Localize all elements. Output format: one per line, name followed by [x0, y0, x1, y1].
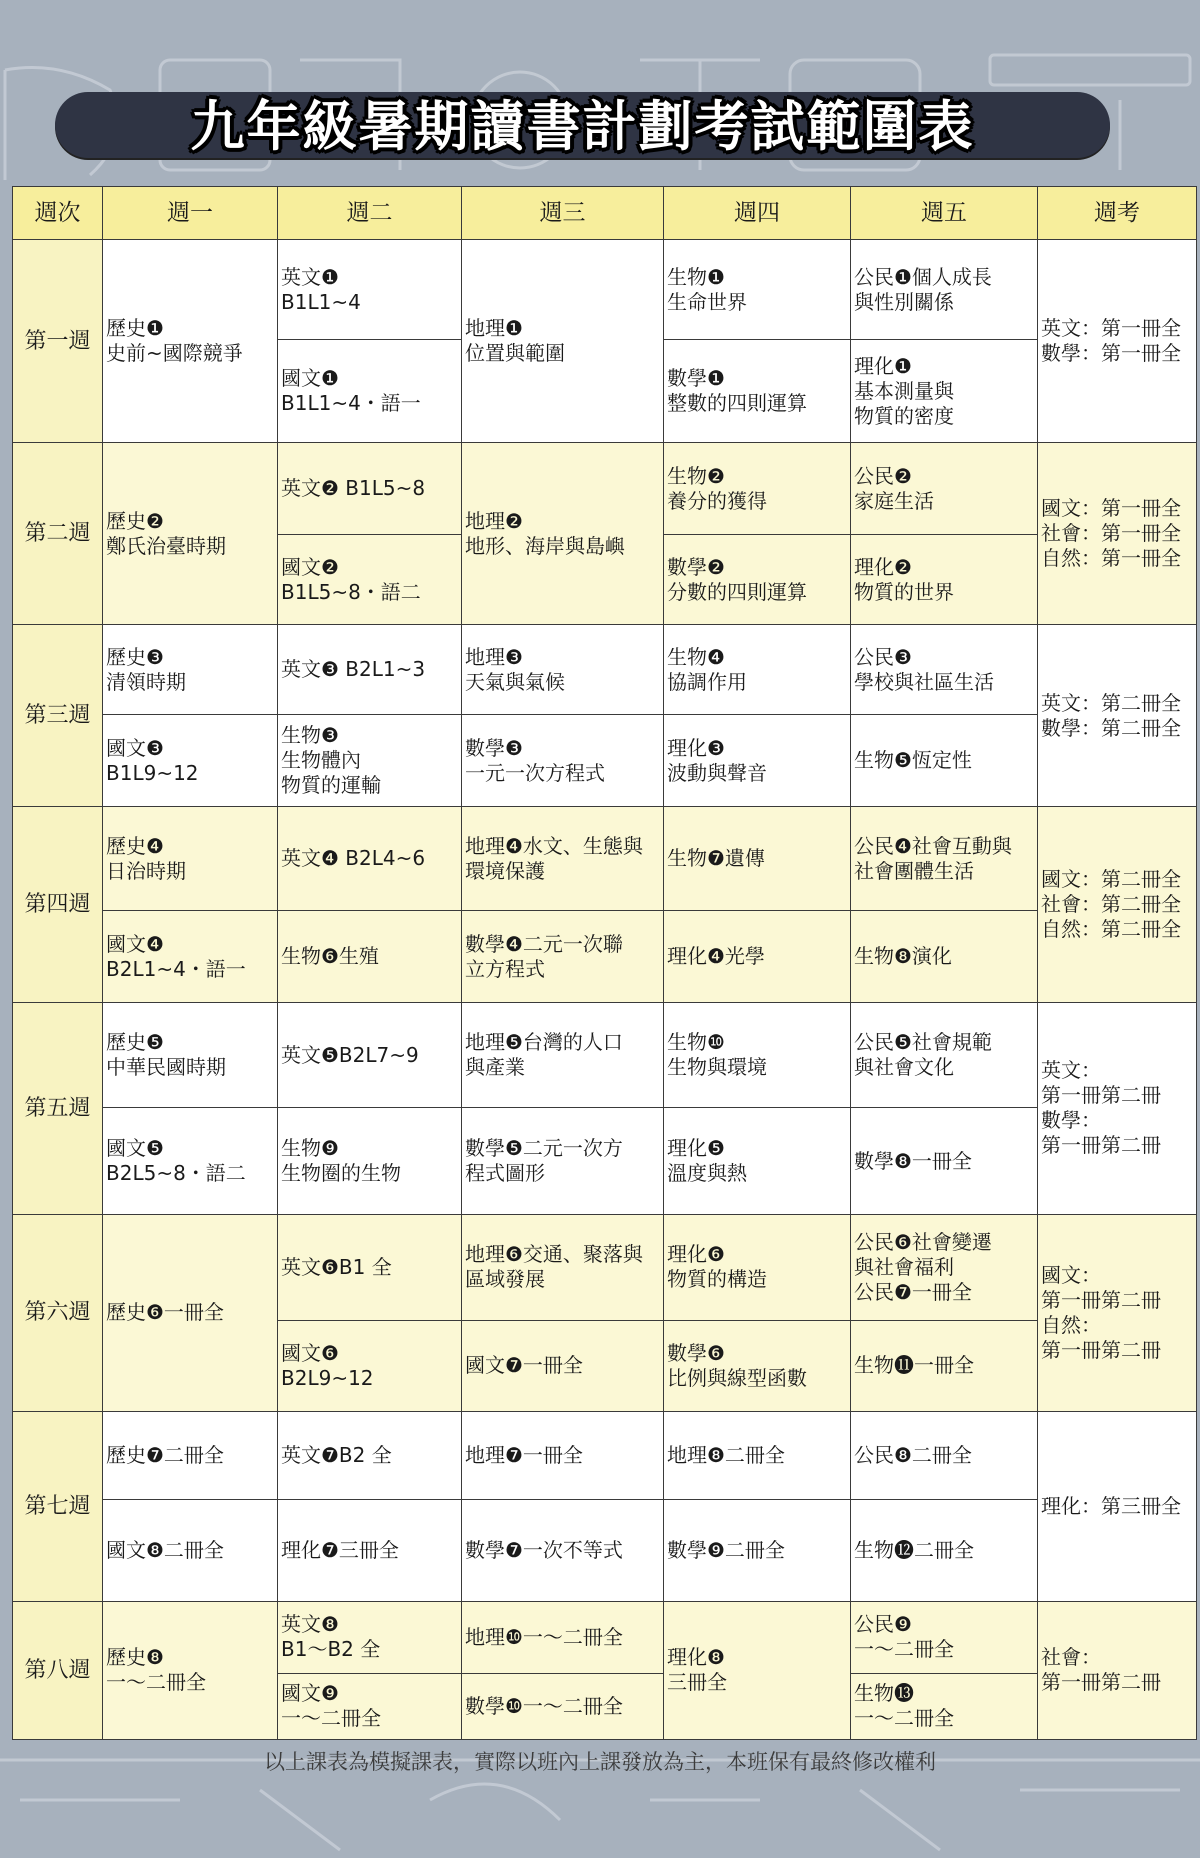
week-label: 第六週 — [13, 1214, 103, 1411]
exam-cell: 理化：第三冊全 — [1038, 1411, 1197, 1601]
mon-cell: 國文❽二冊全 — [103, 1499, 278, 1601]
wed-cell: 地理❿一～二冊全 — [462, 1601, 664, 1673]
tue-cell: 英文❶ B1L1~4 — [278, 240, 462, 340]
wed-cell: 地理❹水文、生態與 環境保護 — [462, 807, 664, 911]
mon-cell: 國文❹ B2L1~4・語一 — [103, 911, 278, 1003]
tue-cell: 英文❽ B1～B2 全 — [278, 1601, 462, 1673]
tue-cell: 英文❸ B2L1~3 — [278, 625, 462, 715]
fri-cell: 公民❹社會互動與 社會團體生活 — [851, 807, 1038, 911]
table-row — [13, 1601, 1197, 1673]
fri-cell: 數學❽一冊全 — [851, 1108, 1038, 1214]
thu-cell: 生物❿ 生物與環境 — [664, 1003, 851, 1108]
thu-cell: 理化❹光學 — [664, 911, 851, 1003]
table-row — [13, 443, 1197, 535]
header-exam: 週考 — [1038, 187, 1197, 240]
table-row — [13, 240, 1197, 340]
header-tue: 週二 — [278, 187, 462, 240]
week-label: 第八週 — [13, 1601, 103, 1739]
table-row — [13, 625, 1197, 715]
mon-cell: 歷史❷ 鄭氏治臺時期 — [103, 443, 278, 625]
fri-cell: 公民❸ 學校與社區生活 — [851, 625, 1038, 715]
fri-cell: 公民❷ 家庭生活 — [851, 443, 1038, 535]
fri-cell: 公民❺社會規範 與社會文化 — [851, 1003, 1038, 1108]
fri-cell: 生物⓫一冊全 — [851, 1320, 1038, 1411]
exam-cell: 國文： 第一冊第二冊 自然： 第一冊第二冊 — [1038, 1214, 1197, 1411]
mon-cell: 歷史❸ 清領時期 — [103, 625, 278, 715]
header-mon: 週一 — [103, 187, 278, 240]
fri-cell: 公民❻社會變遷 與社會福利 公民❼一冊全 — [851, 1214, 1038, 1320]
tue-cell: 國文❷ B1L5~8・語二 — [278, 535, 462, 625]
thu-cell: 生物❹ 協調作用 — [664, 625, 851, 715]
footer-note: 以上課表為模擬課表，實際以班內上課發放為主，本班保有最終修改權利 — [264, 1750, 936, 1774]
tue-cell: 英文❼B2 全 — [278, 1411, 462, 1499]
fri-cell: 理化❶ 基本測量與 物質的密度 — [851, 340, 1038, 443]
tue-cell: 理化❼三冊全 — [278, 1499, 462, 1601]
thu-cell: 地理❽二冊全 — [664, 1411, 851, 1499]
mon-cell: 歷史❹ 日治時期 — [103, 807, 278, 911]
mon-cell: 歷史❶ 史前~國際競爭 — [103, 240, 278, 443]
thu-cell: 理化❺ 溫度與熱 — [664, 1108, 851, 1214]
wed-cell: 地理❺台灣的人口 與產業 — [462, 1003, 664, 1108]
tue-cell: 國文❶ B1L1~4・語一 — [278, 340, 462, 443]
wed-cell: 國文❼一冊全 — [462, 1320, 664, 1411]
wed-cell: 地理❷ 地形、海岸與島嶼 — [462, 443, 664, 625]
thu-cell: 生物❼遺傳 — [664, 807, 851, 911]
page-title: 九年級暑期讀書計劃考試範圍表 — [190, 95, 975, 158]
thu-cell: 數學❶ 整數的四則運算 — [664, 340, 851, 443]
wed-cell: 地理❶ 位置與範圍 — [462, 240, 664, 443]
mon-cell: 歷史❻一冊全 — [103, 1214, 278, 1411]
table-row — [13, 911, 1197, 1003]
wed-cell: 地理❼一冊全 — [462, 1411, 664, 1499]
fri-cell: 理化❷ 物質的世界 — [851, 535, 1038, 625]
mon-cell: 國文❸ B1L9~12 — [103, 715, 278, 807]
fri-cell: 生物⓬二冊全 — [851, 1499, 1038, 1601]
week-label: 第七週 — [13, 1411, 103, 1601]
thu-cell: 數學❾二冊全 — [664, 1499, 851, 1601]
table-row — [13, 807, 1197, 911]
tue-cell: 國文❾ 一～二冊全 — [278, 1673, 462, 1739]
table-row — [13, 715, 1197, 807]
table-row — [13, 1499, 1197, 1601]
tue-cell: 英文❹ B2L4~6 — [278, 807, 462, 911]
tue-cell: 英文❷ B1L5~8 — [278, 443, 462, 535]
week-label: 第四週 — [13, 807, 103, 1003]
fri-cell: 生物❽演化 — [851, 911, 1038, 1003]
fri-cell: 生物⓭ 一～二冊全 — [851, 1673, 1038, 1739]
wed-cell: 數學❹二元一次聯 立方程式 — [462, 911, 664, 1003]
tue-cell: 生物❸ 生物體內 物質的運輸 — [278, 715, 462, 807]
exam-cell: 社會： 第一冊第二冊 — [1038, 1601, 1197, 1739]
exam-cell: 英文：第二冊全 數學：第二冊全 — [1038, 625, 1197, 807]
header-thu: 週四 — [664, 187, 851, 240]
thu-cell: 數學❻ 比例與線型函數 — [664, 1320, 851, 1411]
tue-cell: 生物❾ 生物圈的生物 — [278, 1108, 462, 1214]
thu-cell: 數學❷ 分數的四則運算 — [664, 535, 851, 625]
mon-cell: 歷史❼二冊全 — [103, 1411, 278, 1499]
week-label: 第五週 — [13, 1003, 103, 1214]
fri-cell: 公民❽二冊全 — [851, 1411, 1038, 1499]
header-fri: 週五 — [851, 187, 1038, 240]
header-wed: 週三 — [462, 187, 664, 240]
week-label: 第二週 — [13, 443, 103, 625]
exam-cell: 國文：第二冊全 社會：第二冊全 自然：第二冊全 — [1038, 807, 1197, 1003]
tue-cell: 國文❻ B2L9~12 — [278, 1320, 462, 1411]
table-row — [13, 1108, 1197, 1214]
mon-cell: 國文❺ B2L5~8・語二 — [103, 1108, 278, 1214]
mon-cell: 歷史❺ 中華民國時期 — [103, 1003, 278, 1108]
fri-cell: 生物❺恆定性 — [851, 715, 1038, 807]
thu-cell: 理化❸ 波動與聲音 — [664, 715, 851, 807]
wed-cell: 地理❸ 天氣與氣候 — [462, 625, 664, 715]
thu-cell: 生物❷ 養分的獲得 — [664, 443, 851, 535]
fri-cell: 公民❶個人成長 與性別關係 — [851, 240, 1038, 340]
wed-cell: 數學❺二元一次方 程式圖形 — [462, 1108, 664, 1214]
tue-cell: 英文❺B2L7~9 — [278, 1003, 462, 1108]
week-label: 第三週 — [13, 625, 103, 807]
header-row — [13, 187, 1197, 240]
thu-cell: 理化❻ 物質的構造 — [664, 1214, 851, 1320]
exam-cell: 英文：第一冊全 數學：第一冊全 — [1038, 240, 1197, 443]
thu-cell: 生物❶ 生命世界 — [664, 240, 851, 340]
week-label: 第一週 — [13, 240, 103, 443]
tue-cell: 生物❻生殖 — [278, 911, 462, 1003]
mon-cell: 歷史❽ 一～二冊全 — [103, 1601, 278, 1739]
table-row — [13, 1003, 1197, 1108]
thu-cell: 理化❽ 三冊全 — [664, 1601, 851, 1739]
tue-cell: 英文❻B1 全 — [278, 1214, 462, 1320]
header-week: 週次 — [13, 187, 103, 240]
wed-cell: 數學❼一次不等式 — [462, 1499, 664, 1601]
wed-cell: 地理❻交通、聚落與 區域發展 — [462, 1214, 664, 1320]
wed-cell: 數學❸ 一元一次方程式 — [462, 715, 664, 807]
table-row — [13, 1411, 1197, 1499]
wed-cell: 數學❿一～二冊全 — [462, 1673, 664, 1739]
table-row — [13, 1214, 1197, 1320]
fri-cell: 公民❾ 一～二冊全 — [851, 1601, 1038, 1673]
schedule-table — [12, 186, 1197, 1740]
exam-cell: 英文： 第一冊第二冊 數學： 第一冊第二冊 — [1038, 1003, 1197, 1214]
exam-cell: 國文：第一冊全 社會：第一冊全 自然：第一冊全 — [1038, 443, 1197, 625]
